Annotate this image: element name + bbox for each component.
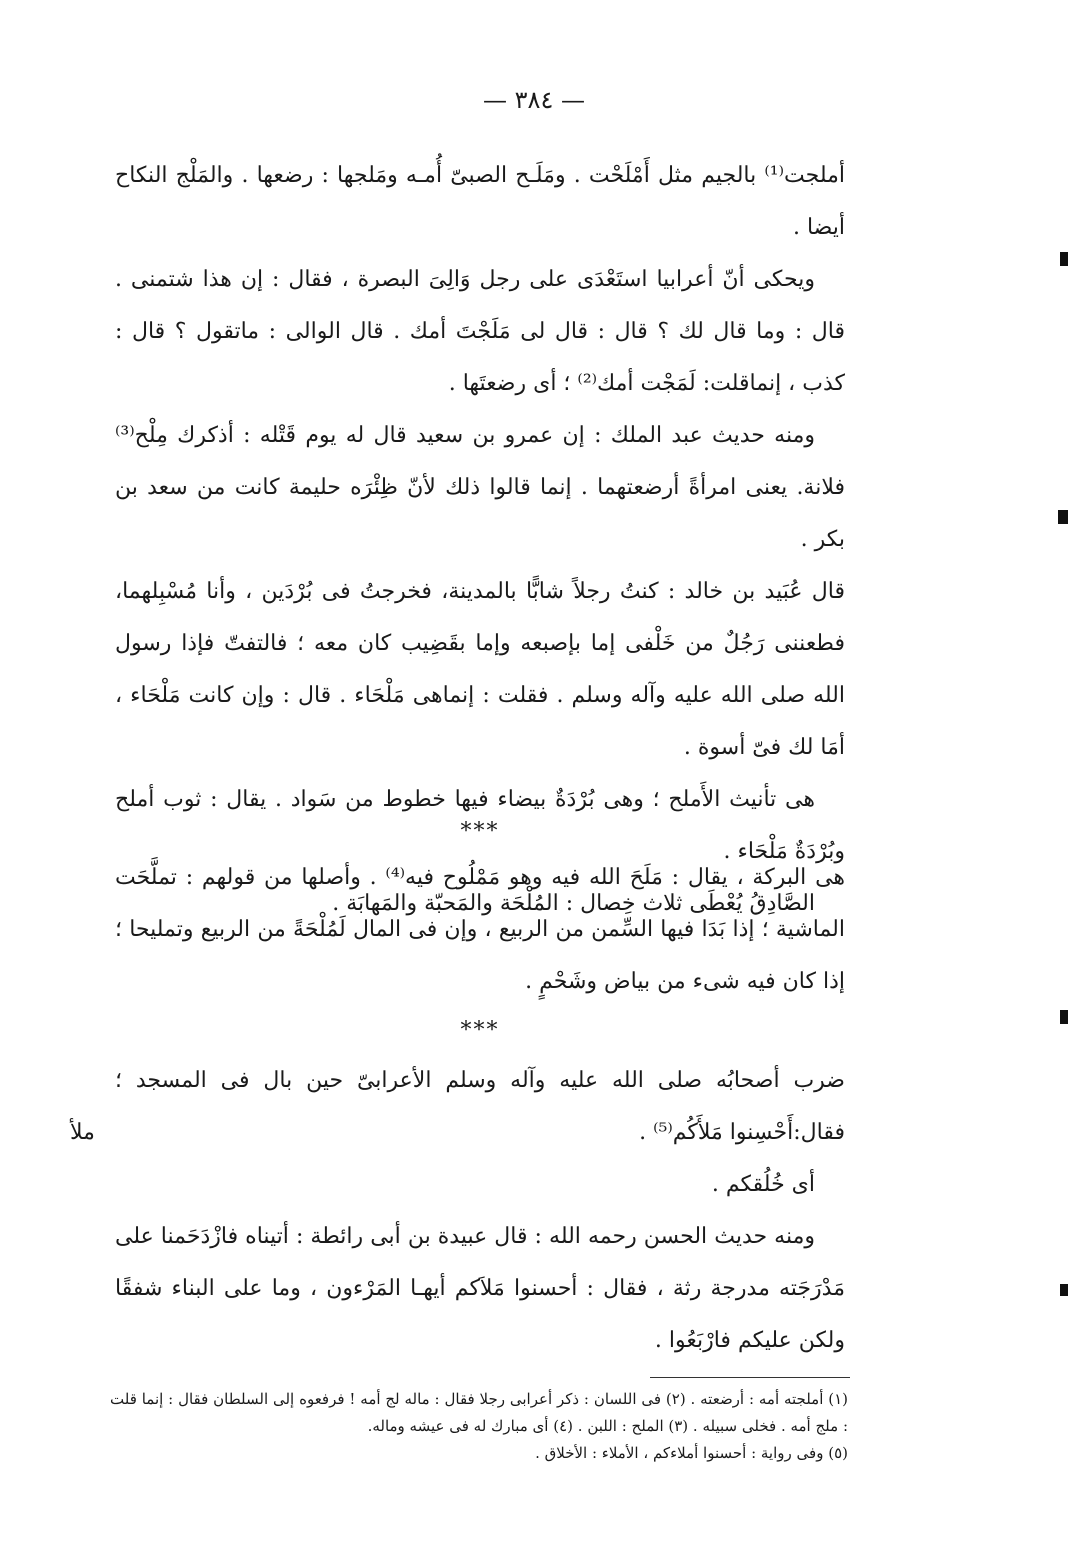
scan-edge-mark [1060,1010,1068,1024]
paragraph: ويحكى أنّ أعرابيا استَعْدَى على رجل وَالِىَ البصرة ، فقال : إن هذا شتمنى . قال : وما قال لك ؟ قال : قال لى مَلَجْتَ أمك . قال الوالى : ماتقول ؟ قال : كذب ، إنماقلت: لَمَجْت أمك⁽²⁾ ؛ أى رضعتَها . [115,267,845,396]
section-separator: *** [460,819,500,844]
scan-edge-mark [1060,252,1068,266]
paragraph: هى البركة ، يقال : مَلَحَ الله فيه وهو مَمْلُوح فيه⁽⁴⁾ . وأصلها من قولهم : تملَّحَت الماشية ؛ إذا بَدَا فيها السِّمن من الربيع ، وإن فى المال لَمُلْحَةً من الربيع وتمليحا ؛ إذا كان فيه شىء من بياض وشَحْمٍ . [115,865,846,994]
section-separator: *** [460,1018,500,1043]
footnote-divider [650,1377,850,1378]
paragraph: ومنه حديث عبد الملك : إن عمرو بن سعيد قال له يوم قَتْله : أذكرك مِلْح⁽³⁾ فلانة. يعنى امرأةً أرضعتهما . إنما قالوا ذلك لأنّ ظِئْرَه حليمة كانت من سعد بن بكر . [115,423,845,552]
paragraph: ضرب أصحابُه صلى الله عليه وآله وسلم الأعرابىّ حين بال فى المسجد ؛فقال:أَحْسِنوا مَلأَكُم⁽⁵⁾ . [115,1068,845,1145]
paragraph: الصَّادِقُ يُعْطَى ثلاث خِصال : المُلْحَة والمَحبّة والمَهابَة . [332,891,815,916]
paragraph: ومنه حديث الحسن رحمه الله : قال عبيدة بن أبى رائطة : أتيناه فازْدَحَمنا على مَدْرَجَته مدرجة رثة ، فقال : أحسنوا مَلاَكم أيهـا المَرْءون ، وما على البناء شفقًا ولكن عليكم فارْبَعُوا . [115,1224,845,1353]
paragraph: أملجت⁽¹⁾ بالجيم مثل أَمْلَحْت . ومَلَـح الصبىّ أُمـه ومَلجها : رضعها . والمَلْج النكاح أيضا . [115,163,845,240]
paragraph: قال عُبَيد بن خالد : كنتُ رجلاً شابًّا بالمدينة، فخرجتُ فى بُرْدَين ، وأنا مُسْبِلهما، فطعننى رَجُلٌ من خَلْفى إما بإصبعه وإما بقَضِيب كان معه ؛ فالتفتّ فإذا رسول الله صلى الله عليه وآله وسلم . فقلت : إنماهى مَلْحَاء . قال : وإن كانت مَلْحَاء ، أمَا لك فىّ أسوة . [115,579,845,760]
text-block-1 [115,150,845,930]
paragraph: أى خُلُقكم . [711,1172,815,1197]
scan-edge-mark [1058,510,1068,524]
paragraph: هى تأنيث الأَملح ؛ وهى بُرْدَةٌ بيضاء فيها خطوط من سَواد . يقال : ثوب أملح وبُرْدَةٌ مَلْحَاء . [115,787,845,864]
footnotes [110,1386,848,1467]
footnote: (٥) وفى رواية : أحسنوا أملاءكم ، الأملاء : الأخلاق . [535,1444,848,1462]
text-block-2 [115,852,845,1008]
scan-edge-mark [1060,1284,1068,1296]
margin-note: ملأ [70,1120,95,1145]
footnote: (١) أملجته أمه : أرضعته . (٢) فى اللسان : ذكر أعرابى رجلا فقال : ماله لج أمه ! فرفعوه إلى السلطان فقال : إنما قلت : ملج أمه . فخلى سبيله . (٣) الملح : اللبن . (٤) أى مبارك له فى عيشه وماله. [110,1390,849,1435]
page-number: — ٣٨٤ — [483,86,585,114]
text-block-3 [115,1055,845,1367]
